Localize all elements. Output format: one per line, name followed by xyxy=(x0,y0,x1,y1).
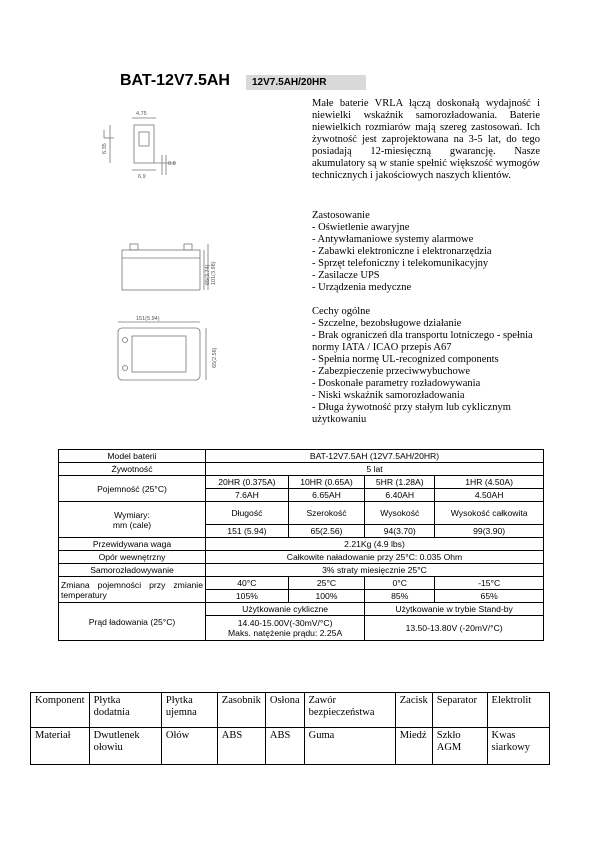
table-cell: 10HR (0.65A) xyxy=(288,476,364,489)
dim-front-length: 151(5.94) xyxy=(136,316,160,322)
product-rating: 12V7.5AH/20HR xyxy=(246,75,366,90)
table-cell: Ołów xyxy=(161,728,217,765)
table-cell: Zasobnik xyxy=(217,693,265,728)
table-cell: Płytka dodatnia xyxy=(89,693,161,728)
table-cell: Szkło AGM xyxy=(432,728,487,765)
table-cell: Materiał xyxy=(31,728,90,765)
table-cell: ABS xyxy=(265,728,304,765)
list-item: - Zasilacze UPS xyxy=(312,270,380,281)
spec-dims-unit: mm (cale) xyxy=(112,519,152,530)
table-cell: 6.40AH xyxy=(365,489,435,502)
table-cell: Guma xyxy=(304,728,395,765)
table-cell: Płytka ujemna xyxy=(161,693,217,728)
spec-charge-standby-value: 13.50-13.80V (-20mV/°C) xyxy=(365,616,544,641)
table-cell: Separator xyxy=(432,693,487,728)
spec-charge-standby-label: Użytkowanie w trybie Stand-by xyxy=(365,603,544,616)
spec-charge-cycle-max: Maks. natężenie prądu: 2.25A xyxy=(228,628,343,638)
list-item: - Zabawki elektroniczne i elektronarzędzia xyxy=(312,246,492,257)
spec-dims-label xyxy=(59,502,206,538)
product-title: BAT-12V7.5AH xyxy=(120,72,230,89)
dim-front-depth: 65(2.56) xyxy=(212,347,218,368)
materials-table xyxy=(30,692,550,765)
dim-side-h2: 101(3.98) xyxy=(211,261,217,285)
table-cell: Miedź xyxy=(395,728,432,765)
applications-section xyxy=(312,210,552,294)
table-cell: Kwas siarkowy xyxy=(487,728,549,765)
table-row xyxy=(59,450,544,463)
table-cell: 6.65AH xyxy=(288,489,364,502)
list-item: - Brak ograniczeń dla transportu lotniczego - spełnia normy IATA / ICAO przepis A67 xyxy=(312,330,533,353)
spec-model-value: BAT-12V7.5AH (12V7.5AH/20HR) xyxy=(206,450,544,463)
table-row xyxy=(59,502,544,525)
spec-selfdischarge-value: 3% straty miesięcznie 25°C xyxy=(206,564,544,577)
spec-charge-cycle-values xyxy=(206,616,365,641)
table-cell: 85% xyxy=(365,590,435,603)
table-cell: 151 (5.94) xyxy=(206,525,289,538)
terminal-drawing xyxy=(134,125,154,163)
spec-resistance-value: Całkowite naładowanie przy 25°C: 0.035 Ohm xyxy=(206,551,544,564)
list-item: - Niski wskaźnik samorozładowania xyxy=(312,390,465,401)
list-item: - Antywłamaniowe systemy alarmowe xyxy=(312,234,474,245)
spec-charge-label: Prąd ładowania (25°C) xyxy=(59,603,206,641)
table-cell: Dwutlenek ołowiu xyxy=(89,728,161,765)
table-row xyxy=(59,551,544,564)
table-cell: Wysokość xyxy=(365,502,435,525)
table-cell: 65% xyxy=(435,590,544,603)
dim-terminal-side: 0.8 xyxy=(168,161,176,167)
dim-side-h1: 65(3.74) xyxy=(205,264,211,285)
applications-title: Zastosowanie xyxy=(312,210,370,221)
table-cell: 20HR (0.375A) xyxy=(206,476,289,489)
table-row xyxy=(31,693,550,728)
spec-dims-title: Wymiary: xyxy=(114,509,150,520)
table-row xyxy=(59,463,544,476)
spec-selfdischarge-label: Samorozładowywanie xyxy=(59,564,206,577)
technical-drawings xyxy=(96,100,306,390)
list-item: - Doskonałe parametry rozładowywania xyxy=(312,378,481,389)
table-cell: 40°C xyxy=(206,577,289,590)
spec-temp-label: Zmiana pojemności przy zmianie temperatury xyxy=(59,577,206,603)
spec-charge-cycle-voltage: 14.40-15.00V(-30mV/°C) xyxy=(237,618,333,628)
table-cell: Szerokość xyxy=(288,502,364,525)
list-item: - Oświetlenie awaryjne xyxy=(312,222,410,233)
table-cell: ABS xyxy=(217,728,265,765)
table-cell: 100% xyxy=(288,590,364,603)
spec-weight-label: Przewidywana waga xyxy=(59,538,206,551)
table-cell: 25°C xyxy=(288,577,364,590)
table-row xyxy=(59,564,544,577)
table-cell: 99(3.90) xyxy=(435,525,544,538)
list-item: - Długa żywotność przy stałym lub cyklicznym użytkowaniu xyxy=(312,402,511,425)
table-cell: Zawór bezpieczeństwa xyxy=(304,693,395,728)
table-cell: Zacisk xyxy=(395,693,432,728)
table-cell: Długość xyxy=(206,502,289,525)
table-cell: -15°C xyxy=(435,577,544,590)
spec-charge-cycle-label: Użytkowanie cykliczne xyxy=(206,603,365,616)
dim-terminal-bottom: 6.9 xyxy=(138,174,146,180)
spec-life-label: Żywotność xyxy=(59,463,206,476)
table-row xyxy=(31,728,550,765)
spec-table xyxy=(58,449,544,641)
table-cell: 7.6AH xyxy=(206,489,289,502)
table-row xyxy=(59,538,544,551)
dim-terminal-height: 6.35 xyxy=(102,143,108,154)
table-cell: Osłona xyxy=(265,693,304,728)
spec-weight-value: 2.21Kg (4.9 lbs) xyxy=(206,538,544,551)
table-cell: Elektrolit xyxy=(487,693,549,728)
table-cell: 5HR (1.28A) xyxy=(365,476,435,489)
table-cell: 0°C xyxy=(365,577,435,590)
list-item: - Urządzenia medyczne xyxy=(312,282,412,293)
spec-resistance-label: Opór wewnętrzny xyxy=(59,551,206,564)
table-cell: 4.50AH xyxy=(435,489,544,502)
table-row xyxy=(59,603,544,616)
list-item: - Szczelne, bezobsługowe działanie xyxy=(312,318,462,329)
list-item: - Zabezpieczenie przeciwwybuchowe xyxy=(312,366,470,377)
product-description: Małe baterie VRLA łączą doskonałą wydajność i niewielki wskaźnik samorozładowania. Baterie niewielkich rozmiarów mają szereg zastosowań. Ich żywotność jest zaprojektowana na 3-5 lat, do tego posiadają 12-miesięczną gwarancję. Nasze akumulatory są w stanie spełnić większość wymogów technicznych i jakościowych naszych klientów. xyxy=(312,98,540,181)
table-cell: Wysokość całkowita xyxy=(435,502,544,525)
features-title: Cechy ogólne xyxy=(312,306,371,317)
table-cell: 94(3.70) xyxy=(365,525,435,538)
list-item: - Sprzęt telefoniczny i telekomunikacyjny xyxy=(312,258,489,269)
table-row xyxy=(59,577,544,590)
table-row xyxy=(59,476,544,489)
table-cell: 65(2.56) xyxy=(288,525,364,538)
table-cell: 1HR (4.50A) xyxy=(435,476,544,489)
spec-model-label: Model baterii xyxy=(59,450,206,463)
list-item: - Spełnia normę UL-recognized components xyxy=(312,354,499,365)
features-section xyxy=(312,306,552,426)
dim-terminal-width: 4.75 xyxy=(136,111,147,117)
spec-capacity-label: Pojemność (25°C) xyxy=(59,476,206,502)
side-view-drawing xyxy=(122,250,200,290)
table-cell: 105% xyxy=(206,590,289,603)
spec-life-value: 5 lat xyxy=(206,463,544,476)
table-cell: Komponent xyxy=(31,693,90,728)
